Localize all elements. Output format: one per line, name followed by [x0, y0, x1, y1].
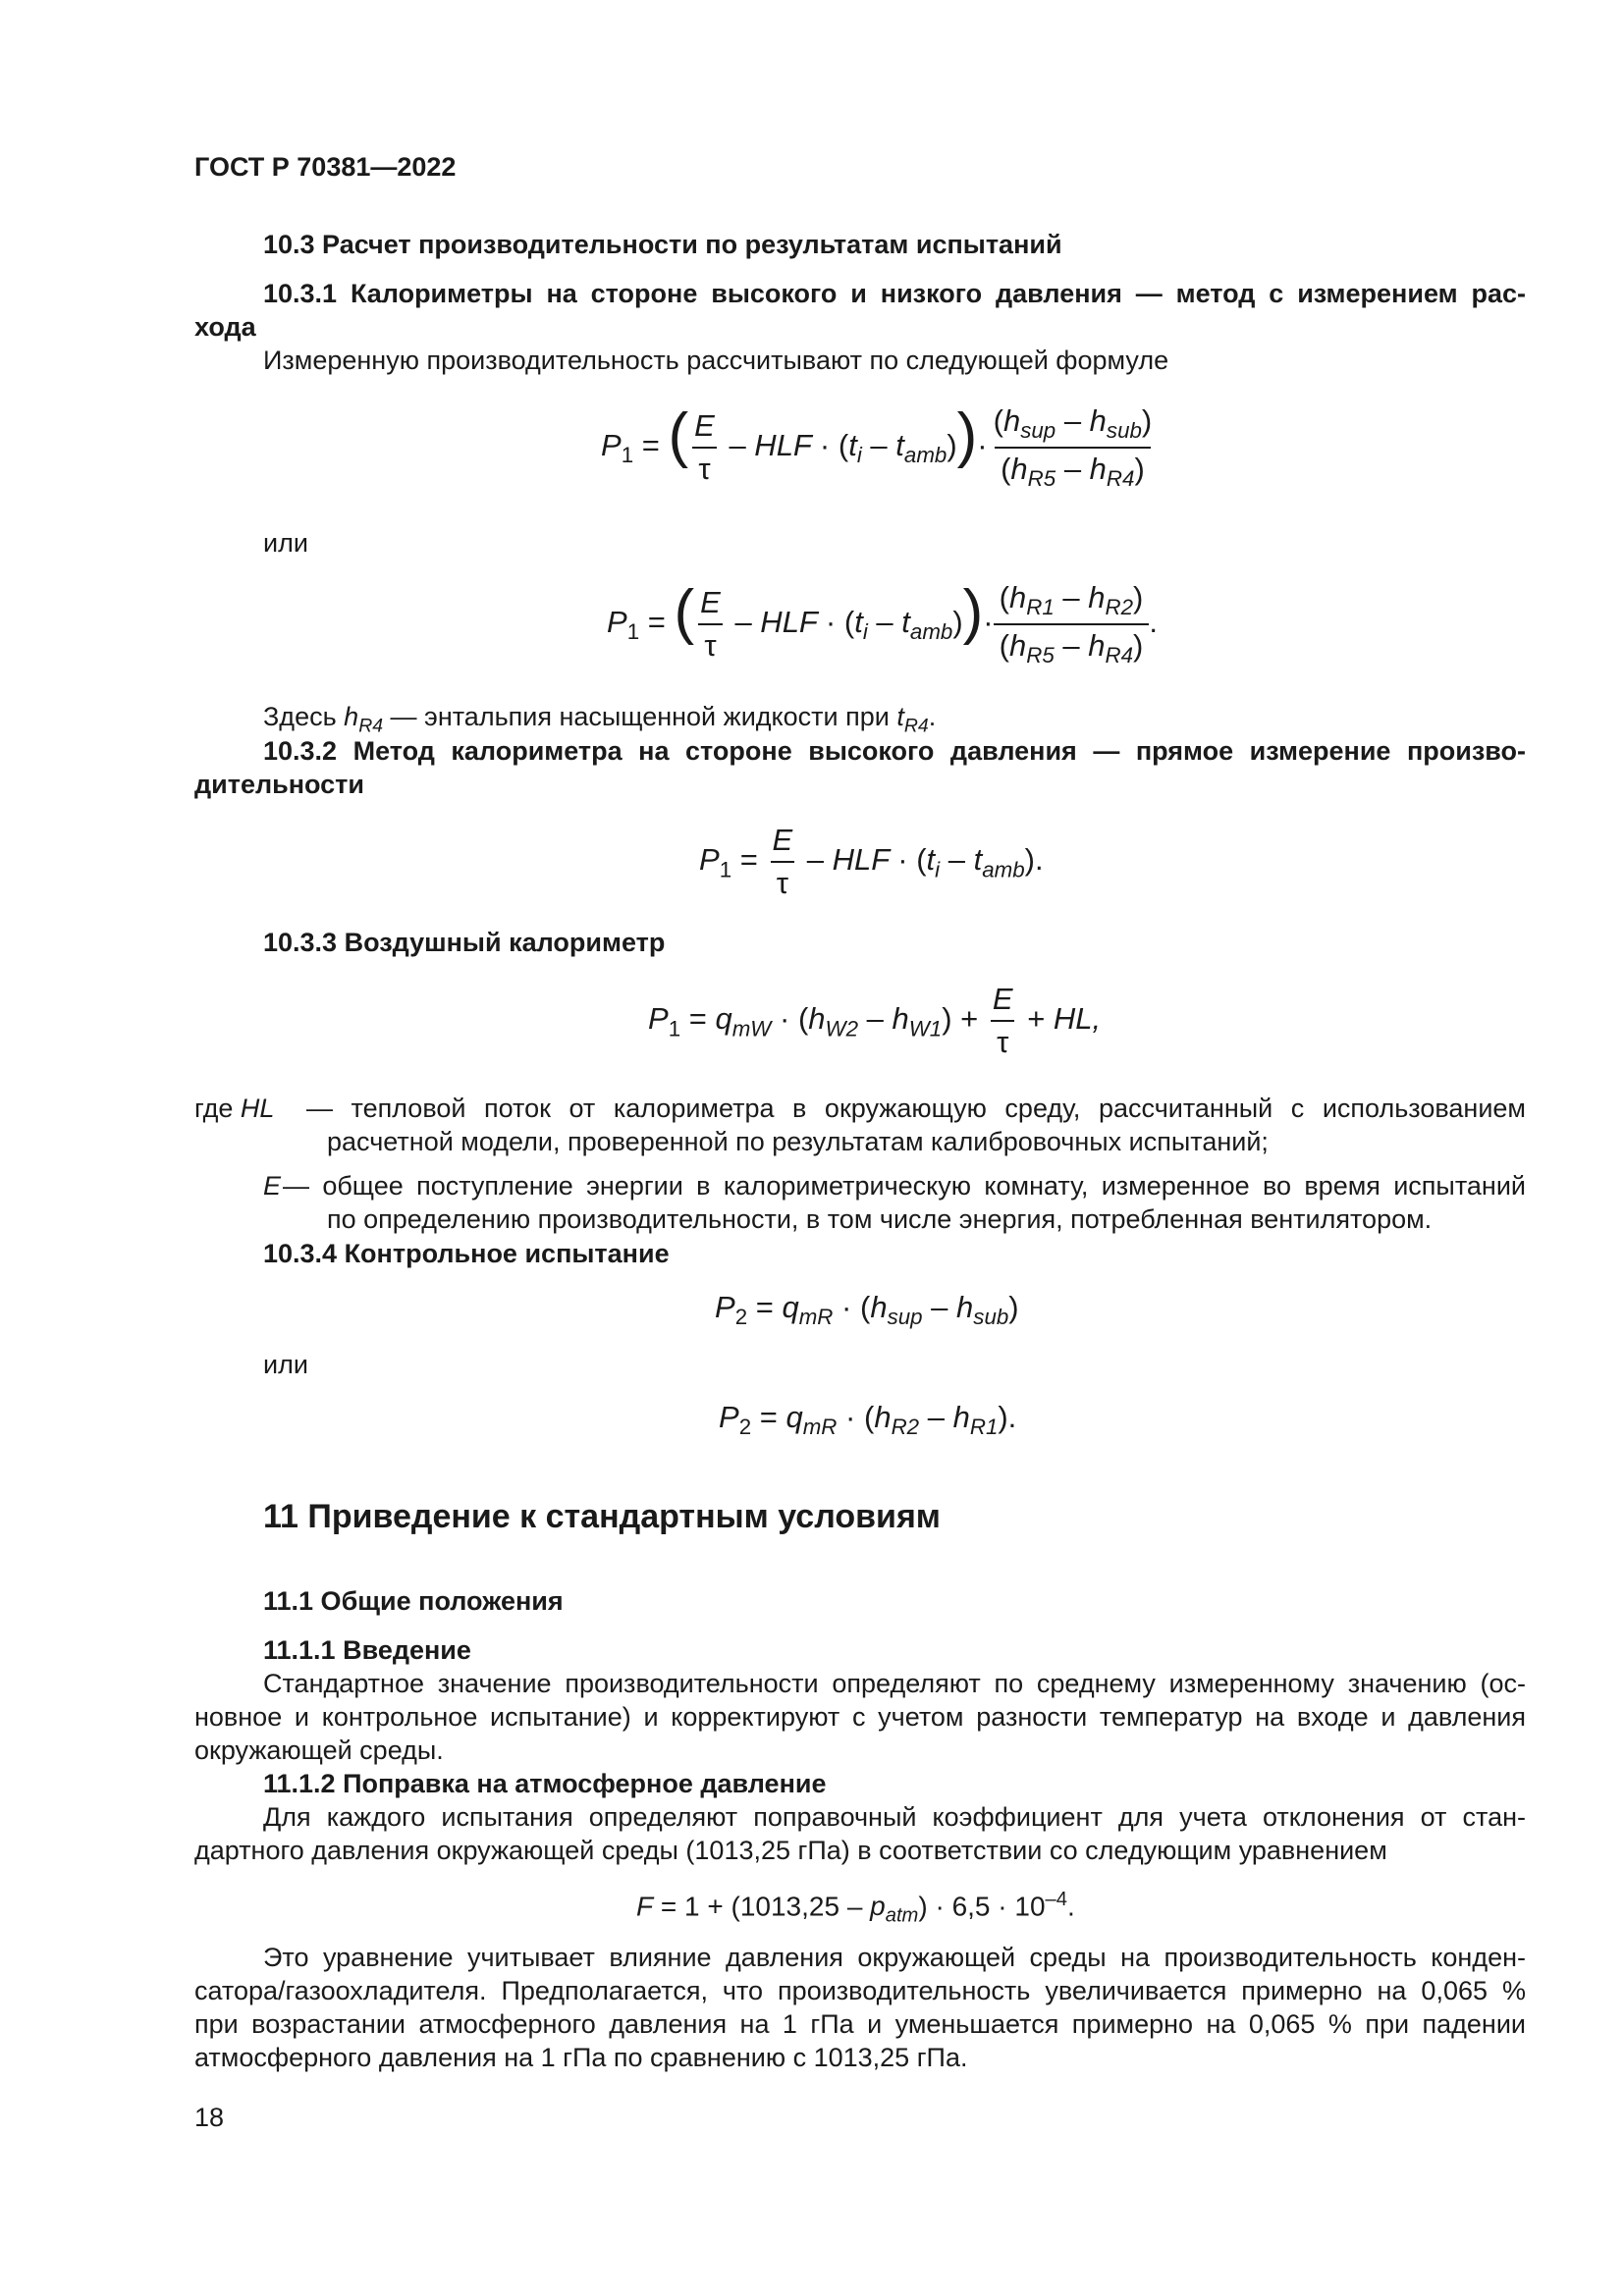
section-11-1-title: 11.1 Общие положения [263, 1586, 564, 1616]
where-e-text-line1: — общее поступление энергии в калориметрическую комнату, измеренное во время испытаний [283, 1171, 1526, 1201]
section-11-1-2-title: 11.1.2 Поправка на атмосферное давление [263, 1769, 827, 1798]
formula-p1-supsub: $P_1$ = ( $\frac{E}{\tau}$ – HLF · $(t_i - t_{amb}))\cdot$ $\frac{(h_{sup} - h_{sub})}{(h_{R5} - h_{R4})}$ [601, 401, 1153, 491]
paragraph-11-1-2-line2: дартного давления окружающей среды (1013,25 гПа) в соответствии со следующим уравнением [194, 1836, 1387, 1865]
paragraph-11-1-2-line1: Для каждого испытания определяют поправочный коэффициент для учета отклонения от стан- [263, 1802, 1526, 1832]
section-11-title: 11 Приведение к стандартным условиям [263, 1498, 941, 1535]
section-10-3-title: 10.3 Расчет производительности по результатам испытаний [263, 230, 1062, 259]
paragraph-11-1-2b-line3: при возрастании атмосферного давления на 1 гПа и уменьшается примерно на 0,065 % при падении [194, 2009, 1526, 2039]
paragraph-11-1-2b-line2: сатора/газоохладителя. Предполагается, что производительность увеличивается примерно на 0,065 % [194, 1976, 1526, 2005]
section-10-3-1-intro: Измеренную производительность рассчитывают по следующей формуле [263, 346, 1169, 375]
where-hl: где HL [194, 1094, 275, 1123]
paragraph-11-1-1-line3: окружающей среды. [194, 1735, 444, 1765]
enthalpy-note: Здесь $h_{R4}$ — энтальпия насыщенной жидкости при $t_{R4}$. [263, 702, 937, 737]
where-e: E [263, 1171, 282, 1201]
formula-p1-air: $P_1 = q_{mW} \cdot (h_{W2} - h_{W1})$ + $\frac{E}{\tau}$ + HL, [648, 982, 1102, 1059]
where-hl-text-line1: — тепловой поток от калориметра в окружающую среду, рассчитанный с использованием [306, 1094, 1526, 1123]
page-number: 18 [194, 2103, 225, 2132]
doc-header-code: ГОСТ Р 70381—2022 [194, 152, 457, 182]
paragraph-11-1-1-line1: Стандартное значение производительности определяют по среднему измеренному значению (ос- [263, 1669, 1526, 1698]
section-10-3-4-title: 10.3.4 Контрольное испытание [263, 1239, 670, 1268]
section-10-3-2-title-line2: дительности [194, 770, 365, 799]
section-10-3-3-title: 10.3.3 Воздушный калориметр [263, 928, 666, 957]
section-10-3-2-title-line1: 10.3.2 Метод калориметра на стороне высокого давления — прямое измерение произво- [263, 736, 1526, 766]
formula-p2-supsub: $P_2 = q_{mR} \cdot (h_{sup} - h_{sub})$ [715, 1290, 1019, 1330]
where-hl-text-line2: расчетной модели, проверенной по результатам калибровочных испытаний; [327, 1127, 1269, 1156]
section-10-3-1-title-line2: хода [194, 312, 256, 342]
paragraph-11-1-2b-line1: Это уравнение учитывает влияние давления окружающей среды на производительность конден- [263, 1943, 1526, 1972]
formula-f-pressure: $F = 1 + (1013,25 - p_{atm}) \cdot 6,5 \cdot 10^{-4}$. [636, 1889, 1075, 1927]
paragraph-11-1-1-line2: новное и контрольное испытание) и корректируют с учетом разности температур на входе и давления [194, 1702, 1526, 1732]
section-10-3-1-title-line1: 10.3.1 Калориметры на стороне высокого и низкого давления — метод с измерением рас- [263, 279, 1526, 308]
paragraph-11-1-2b-line4: атмосферного давления на 1 гПа по сравнению с 1013,25 гПа. [194, 2043, 968, 2072]
where-e-text-line2: по определению производительности, в том числе энергия, потребленная вентилятором. [327, 1204, 1433, 1234]
formula-p2-r2r1: $P_2 = q_{mR} \cdot (h_{R2} - h_{R1})$. [719, 1400, 1017, 1440]
or-label-2: или [263, 1350, 308, 1379]
formula-p1-r1r2: $P_1$ = ( $\frac{E}{\tau}$ – HLF · $(t_i - t_{amb}))\cdot$ $\frac{(h_{R1} - h_{R2})}{(h_{R5} - h_{R4})}$ . [607, 578, 1158, 667]
formula-p1-direct: $P_1$ = $\frac{E}{\tau}$ – HLF · $(t_i - t_{amb})$. [699, 823, 1044, 900]
section-11-1-1-title: 11.1.1 Введение [263, 1635, 471, 1665]
or-label-1: или [263, 528, 308, 558]
